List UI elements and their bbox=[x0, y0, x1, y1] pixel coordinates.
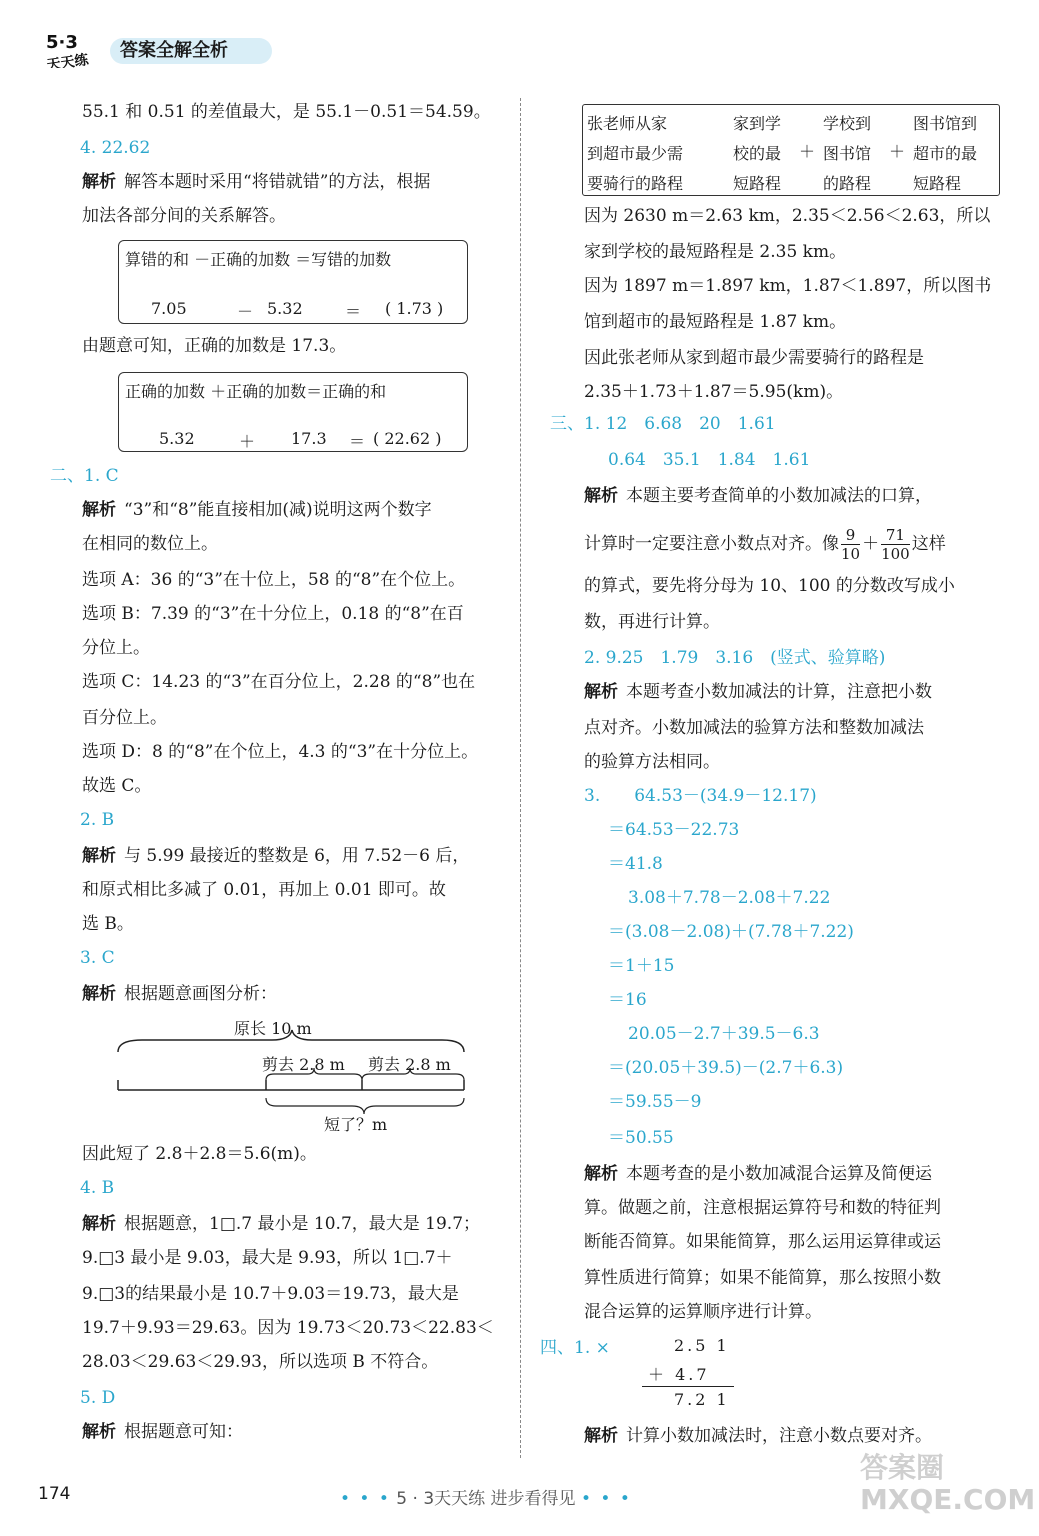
analysis-label: 解析 bbox=[82, 846, 116, 866]
calc-rule bbox=[642, 1386, 734, 1387]
route-text: 校的最 bbox=[733, 144, 782, 163]
answer-line bbox=[80, 946, 115, 970]
analysis-line bbox=[82, 844, 469, 868]
line-text: 混合运算的运算顺序进行计算。 bbox=[584, 1302, 822, 1322]
route-col-1 bbox=[587, 109, 683, 199]
line-text: 28.03＜29.63＜29.93，所以选项 B 不符合。 bbox=[82, 1352, 439, 1372]
text-line bbox=[82, 532, 218, 556]
line-text: ＝50.55 bbox=[608, 1128, 674, 1148]
text-line bbox=[584, 1230, 941, 1254]
slogan-text: 5 · 3天天练 进步看得见 bbox=[396, 1489, 576, 1509]
line-text: 点对齐。小数加减法的验算方法和整数加减法 bbox=[584, 718, 924, 738]
text-line bbox=[82, 740, 478, 764]
calc-row: 7.2 1 bbox=[674, 1390, 730, 1409]
line-text: 3. C bbox=[80, 948, 115, 968]
line-text: 的验算方法相同。 bbox=[584, 752, 720, 772]
analysis-line bbox=[584, 1162, 932, 1186]
svg-text:5·3: 5·3 bbox=[46, 32, 78, 53]
route-plus: ＋ bbox=[799, 142, 816, 161]
answer-line bbox=[584, 784, 817, 808]
diagram-label-short: 短了？m bbox=[324, 1115, 388, 1134]
line-text: ＝(20.05＋39.5)－(2.7＋6.3) bbox=[608, 1058, 844, 1078]
line-text: 与 5.99 最接近的整数是 6，用 7.52－6 后， bbox=[124, 846, 470, 866]
line-text: 因为 1897 m＝1.897 km，1.87＜1.897，所以图书 bbox=[584, 276, 992, 296]
line-text: 5. D bbox=[80, 1388, 116, 1408]
text-line bbox=[584, 716, 924, 740]
line-text: 2. B bbox=[80, 810, 115, 830]
route-text: 短路程 bbox=[733, 174, 782, 193]
route-text: 到超市最少需 bbox=[587, 144, 684, 163]
text-line bbox=[584, 574, 955, 598]
line-text: 本题考查的是小数加减混合运算及简便运 bbox=[626, 1164, 932, 1184]
plus-sign: ＋ bbox=[862, 534, 880, 554]
line-text: ＝59.55－9 bbox=[608, 1092, 702, 1112]
brand-logo bbox=[44, 28, 104, 68]
numerator: 9 bbox=[841, 526, 860, 545]
answer-line bbox=[628, 886, 830, 910]
line-text: 因为 2630 m＝2.63 km，2.35＜2.56＜2.63，所以 bbox=[584, 206, 991, 226]
box-value: 7.05 bbox=[151, 299, 187, 318]
route-text: 的路程 bbox=[823, 174, 872, 193]
text-line bbox=[584, 310, 846, 334]
route-col-4 bbox=[913, 109, 977, 199]
line-text: ＝64.53－22.73 bbox=[608, 820, 740, 840]
answer-line bbox=[608, 1090, 701, 1114]
route-plus: ＋ bbox=[889, 142, 906, 161]
footer-slogan bbox=[340, 1484, 632, 1509]
line-text: 3. 64.53－(34.9－12.17) bbox=[584, 786, 817, 806]
text-line bbox=[584, 1266, 941, 1290]
line-text: 分位上。 bbox=[82, 638, 150, 658]
answer-line bbox=[50, 464, 119, 488]
answer-line bbox=[80, 1386, 115, 1410]
box-op: ＝ bbox=[349, 432, 366, 451]
line-text: 三、1. 12 6.68 20 1.61 bbox=[550, 414, 776, 434]
dots: • • • bbox=[580, 1489, 632, 1509]
answer-line bbox=[608, 988, 647, 1012]
line-text: 9.□3的结果最小是 10.7＋9.03＝19.73，最大是 bbox=[82, 1284, 459, 1304]
box-value: 5.32 bbox=[267, 299, 303, 318]
answer-line bbox=[608, 1056, 843, 1080]
box-answer: ( 22.62 ) bbox=[373, 429, 442, 448]
answer-line bbox=[80, 136, 150, 160]
line-text: 数，再进行计算。 bbox=[584, 612, 720, 632]
line-text: 4. 22.62 bbox=[80, 138, 151, 158]
denominator: 100 bbox=[881, 545, 910, 563]
route-col-2 bbox=[733, 109, 781, 199]
box-op: ＝ bbox=[345, 302, 362, 321]
watermark: 答案圈 MXQE.COM bbox=[860, 1451, 1036, 1516]
analysis-label: 解析 bbox=[82, 1214, 116, 1234]
text-line bbox=[584, 610, 720, 634]
box-value: 17.3 bbox=[291, 429, 327, 448]
text-line bbox=[82, 878, 446, 902]
line-text: 和原式相比多减了 0.01，再加上 0.01 即可。故 bbox=[82, 880, 446, 900]
analysis-label: 解析 bbox=[584, 1164, 618, 1184]
box-correct-sum bbox=[118, 372, 468, 452]
column-divider bbox=[520, 98, 521, 1458]
line-text: 因此短了 2.8＋2.8＝5.6(m)。 bbox=[82, 1144, 317, 1164]
analysis-line bbox=[584, 680, 932, 704]
answer-line bbox=[608, 954, 674, 978]
box-op: ＋ bbox=[239, 432, 256, 451]
box-route bbox=[582, 104, 1000, 196]
line-text: ＝(3.08－2.08)＋(7.78＋7.22) bbox=[608, 922, 854, 942]
line-text: 19.7＋9.93＝29.63。因为 19.73＜20.73＜22.83＜ bbox=[82, 1318, 494, 1338]
text-line bbox=[82, 334, 346, 358]
line-text: 本题考查小数加减法的计算，注意把小数 bbox=[626, 682, 932, 702]
text-line bbox=[584, 240, 846, 264]
analysis-line bbox=[82, 170, 430, 194]
line-text: 根据题意可知： bbox=[124, 1422, 243, 1442]
diagram-label-cut: 剪去 2.8 m bbox=[262, 1055, 345, 1074]
line-text: 断能否简算。如果能简算，那么运用运算律或运 bbox=[584, 1232, 941, 1252]
line-text: 55.1 和 0.51 的差值最大，是 55.1－0.51＝54.59。 bbox=[82, 102, 491, 122]
text-line bbox=[82, 602, 464, 626]
text-line bbox=[82, 1246, 453, 1270]
analysis-label: 解析 bbox=[584, 1426, 618, 1446]
text-line bbox=[82, 912, 134, 936]
route-text: 图书馆 bbox=[823, 144, 872, 163]
calc-row: ＋ 4.7 bbox=[648, 1365, 710, 1384]
line-text: ＝16 bbox=[608, 990, 647, 1010]
line-text: 故选 C。 bbox=[82, 776, 152, 796]
box-answer: ( 1.73 ) bbox=[385, 299, 444, 318]
text-line bbox=[584, 346, 924, 370]
line-text: 馆到超市的最短路程是 1.87 km。 bbox=[584, 312, 847, 332]
text-line bbox=[82, 670, 475, 694]
analysis-line bbox=[584, 484, 932, 508]
calc-row: 2.5 1 bbox=[674, 1336, 730, 1355]
box-value: 5.32 bbox=[159, 429, 195, 448]
text-line bbox=[584, 750, 720, 774]
line-text: 2. 9.25 1.79 3.16 (竖式、验算略) bbox=[584, 648, 886, 668]
line-text: 根据题意画图分析： bbox=[124, 984, 277, 1004]
header-title: 答案全解全析 bbox=[120, 40, 228, 61]
line-text: 在相同的数位上。 bbox=[82, 534, 218, 554]
box-header: 算错的和 －正确的加数 ＝写错的加数 bbox=[125, 250, 392, 269]
box-header: 正确的加数 ＋正确的加数＝正确的和 bbox=[125, 382, 387, 401]
text-line bbox=[82, 100, 491, 124]
answer-line bbox=[608, 920, 854, 944]
box-op: － bbox=[237, 302, 254, 321]
text-line bbox=[82, 1350, 438, 1374]
line-text: 选 B。 bbox=[82, 914, 134, 934]
line-text: 0.64 35.1 1.84 1.61 bbox=[608, 450, 811, 470]
page-number: 174 bbox=[38, 1484, 71, 1504]
text-line bbox=[82, 706, 167, 730]
line-text: 本题主要考查简单的小数加减法的口算， bbox=[626, 486, 932, 506]
analysis-line bbox=[584, 1424, 932, 1448]
text-line bbox=[82, 1316, 494, 1340]
fraction-text: 计算时一定要注意小数点对齐。像 bbox=[584, 534, 839, 554]
numerator: 71 bbox=[881, 526, 910, 545]
line-text: 4. B bbox=[80, 1178, 115, 1198]
route-text: 超市的最 bbox=[913, 144, 978, 163]
line-text: 百分位上。 bbox=[82, 708, 167, 728]
line-text: 3.08＋7.78－2.08＋7.22 bbox=[628, 888, 831, 908]
answer-line bbox=[608, 448, 810, 472]
analysis-line bbox=[82, 1420, 243, 1444]
answer-line bbox=[608, 852, 663, 876]
denominator: 10 bbox=[841, 545, 861, 563]
text-line bbox=[82, 636, 150, 660]
route-text: 家到学 bbox=[733, 114, 782, 133]
line-text: 20.05－2.7＋39.5－6.3 bbox=[628, 1024, 820, 1044]
line-text: 9.□3 最小是 9.03，最大是 9.93，所以 1□.7＋ bbox=[82, 1248, 453, 1268]
line-text: 四、1. × bbox=[540, 1338, 610, 1358]
line-text: 因此张老师从家到超市最少需要骑行的路程是 bbox=[584, 348, 924, 368]
route-text: 短路程 bbox=[913, 174, 962, 193]
line-text: 算性质进行简算；如果不能简算，那么按照小数 bbox=[584, 1268, 941, 1288]
line-text: 根据题意，1□.7 最小是 10.7，最大是 19.7； bbox=[124, 1214, 481, 1234]
text-line bbox=[584, 380, 843, 404]
text-line bbox=[82, 568, 465, 592]
line-text: 计算小数加减法时，注意小数点要对齐。 bbox=[626, 1426, 932, 1446]
line-text: 的算式，要先将分母为 10、100 的分数改写成小 bbox=[584, 576, 955, 596]
line-text: 解答本题时采用“将错就错”的方法，根据 bbox=[124, 172, 431, 192]
line-text: 选项 B：7.39 的“3”在十分位上，0.18 的“8”在百 bbox=[82, 604, 464, 624]
line-text: 选项 A：36 的“3”在十位上，58 的“8”在个位上。 bbox=[82, 570, 466, 590]
line-text: “3”和“8”能直接相加(减)说明这两个数字 bbox=[124, 500, 432, 520]
analysis-label: 解析 bbox=[584, 486, 618, 506]
line-text: ＝41.8 bbox=[608, 854, 663, 874]
line-text: ＝1＋15 bbox=[608, 956, 675, 976]
svg-text:天天练: 天天练 bbox=[45, 52, 90, 68]
route-text: 张老师从家 bbox=[587, 114, 668, 133]
text-line bbox=[584, 204, 990, 228]
analysis-label: 解析 bbox=[82, 172, 116, 192]
text-line bbox=[82, 204, 286, 228]
fraction-line bbox=[584, 524, 946, 564]
text-line bbox=[82, 1282, 459, 1306]
route-text: 学校到 bbox=[823, 114, 872, 133]
answer-line bbox=[584, 646, 885, 670]
answer-line bbox=[80, 1176, 114, 1200]
box-wrong-sum bbox=[118, 240, 468, 324]
line-text: 由题意可知，正确的加数是 17.3。 bbox=[82, 336, 347, 356]
route-col-3 bbox=[823, 109, 871, 199]
analysis-label: 解析 bbox=[584, 682, 618, 702]
answer-line bbox=[550, 412, 776, 436]
answer-line bbox=[80, 808, 114, 832]
fraction-text: 这样 bbox=[911, 534, 946, 554]
vertical-calc bbox=[640, 1336, 740, 1414]
analysis-line bbox=[82, 982, 277, 1006]
fraction bbox=[881, 526, 910, 563]
text-line bbox=[584, 1300, 822, 1324]
answer-line bbox=[628, 1022, 820, 1046]
line-text: 2.35＋1.73＋1.87＝5.95(km)。 bbox=[584, 382, 844, 402]
fraction bbox=[841, 526, 860, 563]
analysis-line bbox=[82, 1212, 480, 1236]
analysis-label: 解析 bbox=[82, 500, 116, 520]
analysis-label: 解析 bbox=[82, 1422, 116, 1442]
answer-line bbox=[608, 818, 739, 842]
line-text: 选项 C：14.23 的“3”在百分位上，2.28 的“8”也在 bbox=[82, 672, 476, 692]
line-text: 算。做题之前，注意根据运算符号和数的特征判 bbox=[584, 1198, 941, 1218]
diagram-label-total: 原长 10 m bbox=[234, 1019, 312, 1038]
dots: • • • bbox=[340, 1489, 391, 1509]
text-line bbox=[584, 274, 991, 298]
route-text: 图书馆到 bbox=[913, 114, 978, 133]
line-text: 选项 D：8 的“8”在个位上，4.3 的“3”在十分位上。 bbox=[82, 742, 479, 762]
line-text: 加法各部分间的关系解答。 bbox=[82, 206, 286, 226]
analysis-label: 解析 bbox=[82, 984, 116, 1004]
diagram-label-cut: 剪去 2.8 m bbox=[368, 1055, 451, 1074]
answer-line bbox=[608, 1126, 674, 1150]
answer-line bbox=[540, 1336, 610, 1360]
text-line bbox=[82, 774, 151, 798]
line-text: 家到学校的最短路程是 2.35 km。 bbox=[584, 242, 847, 262]
text-line bbox=[584, 1196, 941, 1220]
rope-diagram bbox=[112, 1012, 472, 1142]
line-text: 二、1. C bbox=[50, 466, 119, 486]
route-text: 要骑行的路程 bbox=[587, 174, 684, 193]
text-line bbox=[82, 1142, 317, 1166]
analysis-line bbox=[82, 498, 432, 522]
